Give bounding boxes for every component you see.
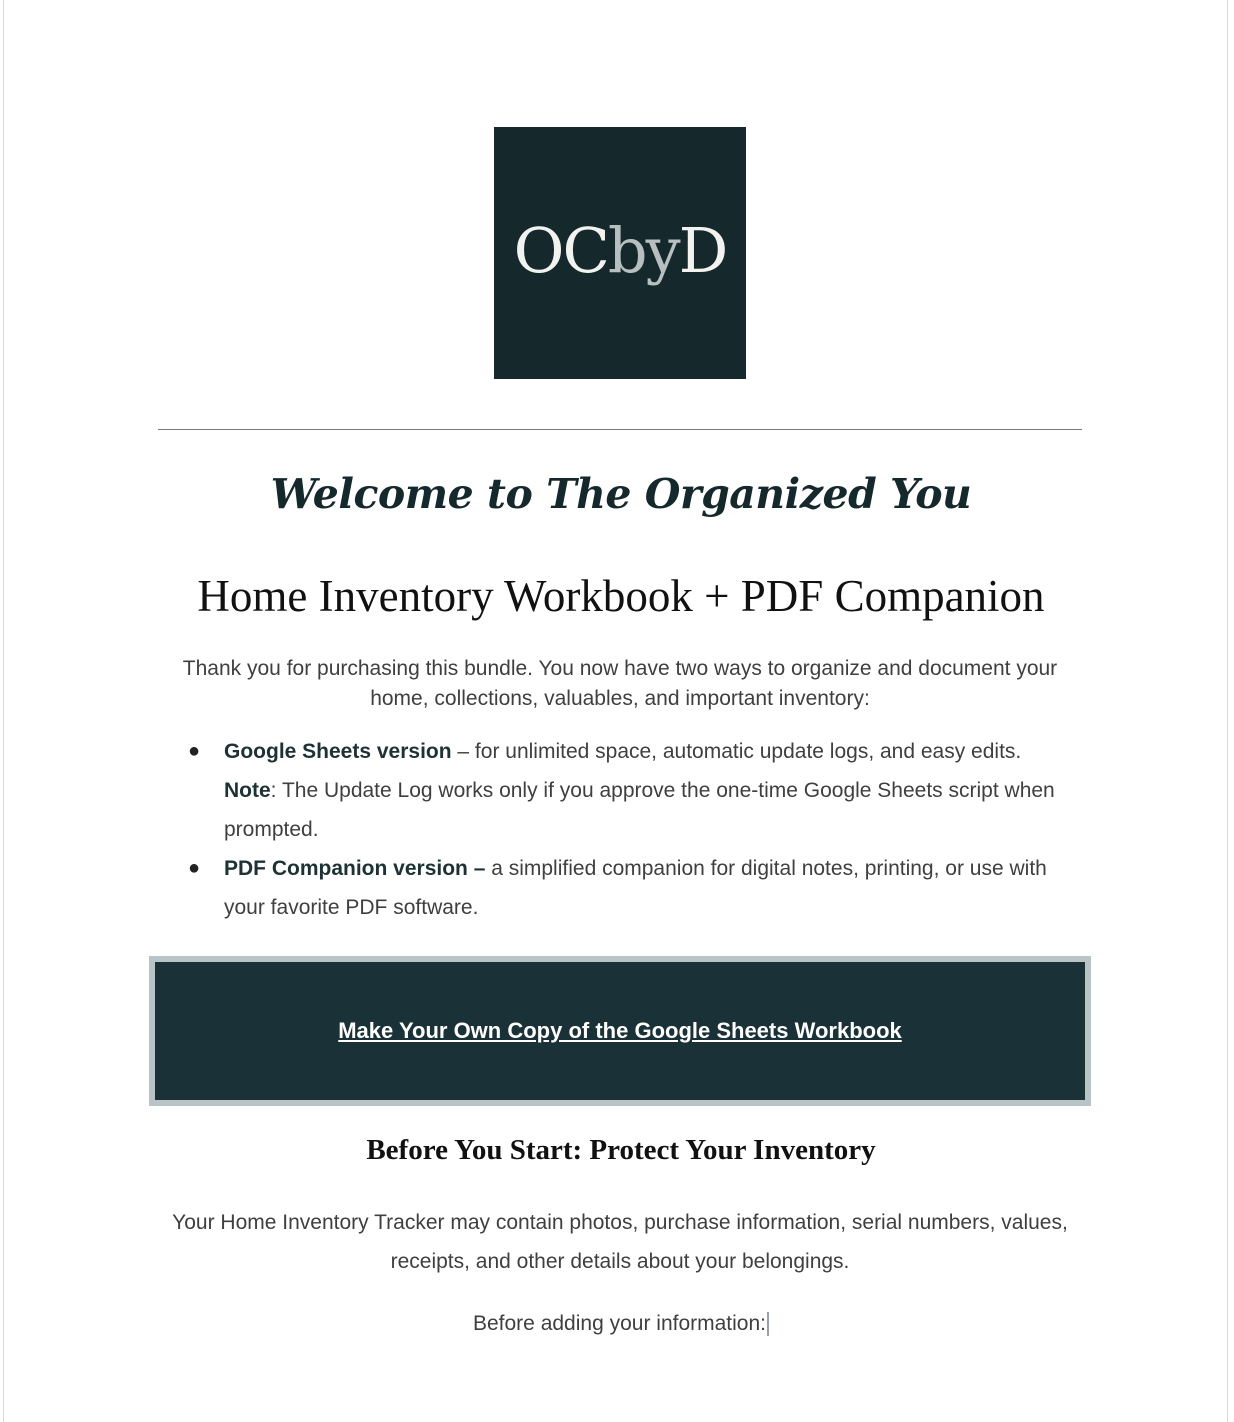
make-copy-link[interactable]: Make Your Own Copy of the Google Sheets Workbook — [338, 1018, 902, 1043]
document-page — [3, 0, 1228, 1422]
logo-text: OCbyD — [513, 213, 727, 287]
horizontal-divider — [158, 429, 1082, 430]
version-list — [4, 732, 1234, 927]
bullet-icon: ● — [188, 857, 201, 879]
make-copy-banner — [149, 956, 1091, 1106]
body-paragraph: Your Home Inventory Tracker may contain photos, purchase information, serial numbers, values, receipts, and other details about your belongings. — [172, 1211, 1068, 1273]
list-item: ● Google Sheets version – for unlimited space, automatic update logs, and easy edits. Note: The Update Log works only if you approve the one-time Google Sheets script when prompted. — [4, 732, 1084, 849]
section-heading: Before You Start: Protect Your Inventory — [366, 1134, 876, 1166]
ocbyd-logo — [494, 127, 746, 379]
list-item: ● PDF Companion version – a simplified companion for digital notes, printing, or use with your favorite PDF software. — [4, 849, 1084, 927]
intro-paragraph: Thank you for purchasing this bundle. You now have two ways to organize and document your home, collections, valuables, and important inventory: — [182, 657, 1058, 710]
welcome-title: Welcome to The Organized You — [270, 470, 972, 518]
text-cursor — [767, 1312, 769, 1336]
document-subtitle: Home Inventory Workbook + PDF Companion — [197, 571, 1045, 621]
make-copy-banner-inner — [155, 962, 1085, 1100]
bullet-icon: ● — [188, 740, 201, 762]
body-paragraph-2[interactable]: Before adding your information: — [4, 1306, 1234, 1342]
